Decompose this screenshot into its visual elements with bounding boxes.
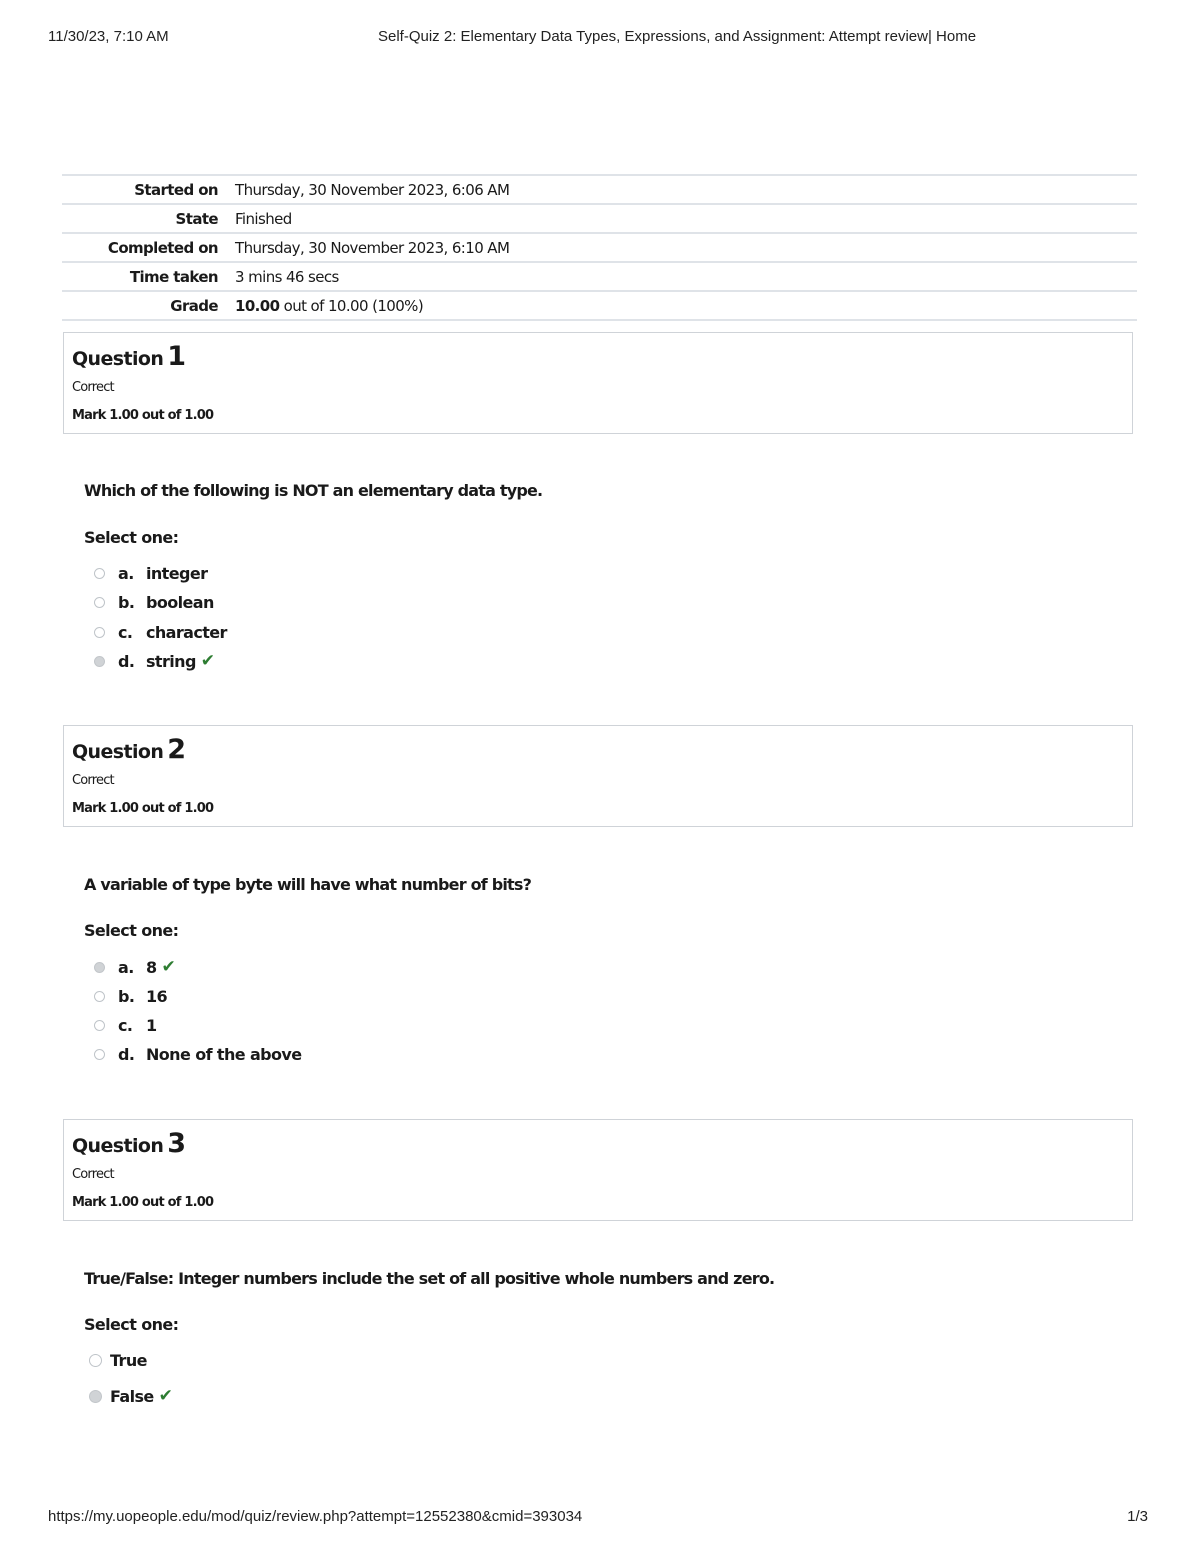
check-icon: ✔ (161, 957, 176, 977)
check-icon: ✔ (200, 651, 215, 671)
summary-row-state (62, 203, 1137, 232)
answer-text: 16 (146, 986, 168, 1006)
answer-option[interactable] (94, 1014, 157, 1036)
answer-letter: c. (118, 1015, 133, 1035)
print-title: Self-Quiz 2: Elementary Data Types, Expressions, and Assignment: Attempt review| Home (378, 28, 977, 45)
answer-option-selected[interactable] (94, 650, 214, 672)
summary-value (235, 297, 423, 315)
summary-label: Time taken (129, 267, 218, 286)
question-text: Which of the following is NOT an elementary data type. (84, 481, 543, 500)
summary-label: State (175, 209, 218, 228)
question-heading: Question 3 (72, 1128, 186, 1159)
question-state: Correct (72, 380, 114, 395)
radio-button-checked[interactable] (94, 962, 105, 973)
summary-value: Thursday, 30 November 2023, 6:06 AM (235, 180, 510, 199)
summary-row-time-taken (62, 261, 1137, 290)
summary-label: Grade (170, 296, 218, 315)
summary-value: Finished (235, 209, 292, 228)
answer-text: False (110, 1386, 154, 1406)
answer-option-selected[interactable] (89, 1385, 172, 1407)
answer-text: 1 (146, 1015, 157, 1035)
question-mark: Mark 1.00 out of 1.00 (72, 801, 214, 816)
answer-text: string (146, 651, 196, 671)
select-one-label: Select one: (84, 1315, 179, 1334)
select-one-label: Select one: (84, 528, 179, 547)
summary-label: Completed on (107, 238, 218, 257)
answer-text: 8 (146, 957, 157, 977)
question-number: 1 (167, 341, 186, 372)
answer-text: None of the above (146, 1044, 302, 1064)
radio-button-checked[interactable] (89, 1390, 102, 1403)
radio-button[interactable] (94, 597, 105, 608)
summary-row-grade (62, 290, 1137, 321)
summary-value: Thursday, 30 November 2023, 6:10 AM (235, 238, 510, 257)
answer-letter: c. (118, 622, 133, 642)
answer-option[interactable] (94, 985, 167, 1007)
answer-option-selected[interactable] (94, 956, 175, 978)
question-mark: Mark 1.00 out of 1.00 (72, 1195, 214, 1210)
radio-button[interactable] (94, 1049, 105, 1060)
radio-button-checked[interactable] (94, 656, 105, 667)
print-page-number: 1/3 (1127, 1508, 1148, 1525)
print-url: https://my.uopeople.edu/mod/quiz/review.php?attempt=12552380&cmid=393034 (48, 1508, 583, 1525)
answer-letter: d. (118, 651, 135, 671)
radio-button[interactable] (94, 991, 105, 1002)
summary-row-started (62, 174, 1137, 203)
radio-button[interactable] (94, 627, 105, 638)
answer-option[interactable] (94, 1043, 302, 1065)
radio-button[interactable] (89, 1354, 102, 1367)
check-icon: ✔ (158, 1386, 173, 1406)
question-mark: Mark 1.00 out of 1.00 (72, 408, 214, 423)
radio-button[interactable] (94, 1020, 105, 1031)
question-number: 2 (167, 734, 186, 765)
answer-letter: b. (118, 592, 135, 612)
answer-option[interactable] (94, 591, 214, 613)
select-one-label: Select one: (84, 921, 179, 940)
answer-option[interactable] (94, 562, 207, 584)
question-state: Correct (72, 773, 114, 788)
question-info-box (63, 725, 1133, 827)
answer-text: character (146, 622, 227, 642)
answer-option[interactable] (94, 621, 227, 643)
print-datetime: 11/30/23, 7:10 AM (48, 28, 169, 45)
summary-row-completed (62, 232, 1137, 261)
radio-button[interactable] (94, 568, 105, 579)
summary-label: Started on (134, 180, 218, 199)
question-text: A variable of type byte will have what number of bits? (84, 875, 532, 894)
attempt-summary-table (62, 174, 1137, 321)
question-info-box (63, 332, 1133, 434)
question-text: True/False: Integer numbers include the set of all positive whole numbers and zero. (84, 1269, 775, 1288)
answer-option[interactable] (89, 1349, 147, 1371)
answer-letter: b. (118, 986, 135, 1006)
grade-out-of: out of 10.00 (100%) (279, 296, 424, 315)
answer-letter: a. (118, 957, 134, 977)
question-info-box (63, 1119, 1133, 1221)
answer-text: boolean (146, 592, 214, 612)
question-heading: Question 2 (72, 734, 186, 765)
question-state: Correct (72, 1167, 114, 1182)
grade-score: 10.00 (235, 296, 280, 315)
answer-letter: a. (118, 563, 134, 583)
answer-text: integer (146, 563, 208, 583)
summary-value: 3 mins 46 secs (235, 267, 339, 286)
question-number: 3 (167, 1128, 186, 1159)
question-heading: Question 1 (72, 341, 186, 372)
answer-letter: d. (118, 1044, 135, 1064)
answer-text: True (110, 1350, 147, 1370)
